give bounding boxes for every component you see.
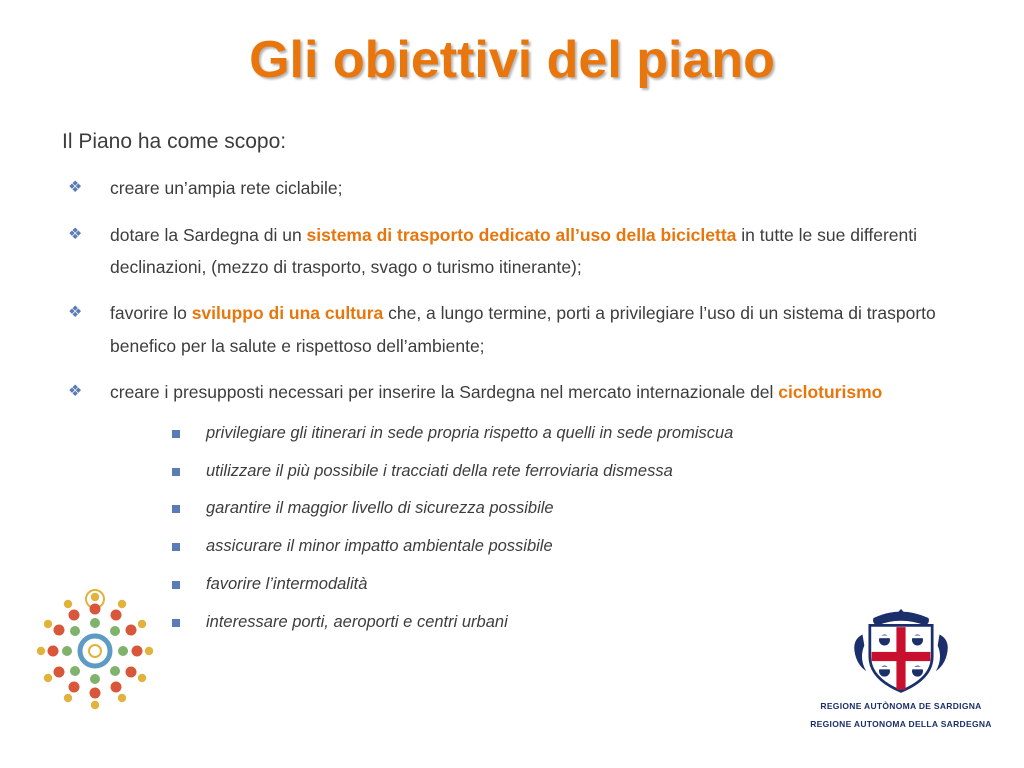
sub-bullet-item: [110, 453, 1002, 491]
slide-body: [62, 128, 1002, 656]
emblem-caption-sardinian: REGIONE AUTÒNOMA DE SARDIGNA: [820, 701, 982, 712]
bullet-item: [62, 219, 1002, 284]
sub-bullet-text: utilizzare il più possibile i tracciati della rete ferroviaria dismessa: [206, 461, 673, 480]
sub-bullet-item: [110, 490, 1002, 528]
bullet-highlight: sviluppo di una cultura: [191, 303, 384, 324]
square-bullet-icon: [172, 581, 180, 589]
square-bullet-icon: [172, 468, 180, 476]
bullet-text-part: creare un’ampia rete ciclabile;: [110, 178, 343, 199]
diamond-bullet-icon: ❖: [68, 225, 83, 243]
bullet-text-part: favorire lo: [110, 303, 192, 324]
square-bullet-icon: [172, 505, 180, 513]
sub-bullet-text: privilegiare gli itinerari in sede propria rispetto a quelli in sede promiscua: [206, 423, 734, 442]
bullet-highlight: sistema di trasporto dedicato all’uso della bicicletta: [306, 224, 737, 245]
bullet-item: [62, 297, 1002, 362]
square-bullet-icon: [172, 543, 180, 551]
rosette-decoration-icon: [30, 586, 160, 716]
diamond-bullet-icon: ❖: [68, 304, 83, 322]
emblem-shield-wrap: [806, 609, 996, 695]
sub-bullet-item: [110, 528, 1002, 566]
bullet-list: [62, 172, 1002, 642]
emblem-caption-italian: REGIONE AUTONOMA DELLA SARDEGNA: [810, 718, 992, 729]
diamond-bullet-icon: ❖: [68, 179, 83, 197]
bullet-text: [110, 178, 342, 198]
bullet-text: [110, 225, 917, 277]
sub-bullet-item: [110, 566, 1002, 604]
diamond-bullet-icon: ❖: [68, 383, 83, 401]
lead-text: Il Piano ha come scopo:: [62, 130, 287, 153]
bullet-text: [110, 382, 882, 402]
bullet-text-part: in tutte le sue differenti declinazioni, (mezzo di trasporto, svago o turismo itinerante);: [110, 224, 918, 278]
bullet-text-part: creare i presupposti necessari per inserire la Sardegna nel mercato internazionale del: [110, 382, 779, 403]
bullet-item: [62, 376, 1002, 642]
four-moors-shield-icon: [846, 607, 956, 695]
bullet-text-part: dotare la Sardegna di un: [110, 224, 307, 245]
bullet-highlight: cicloturismo: [778, 382, 883, 403]
bullet-text-part: che, a lungo termine, porti a privilegiare l’uso di un sistema di trasporto benefico per la salute e rispettoso dell’ambiente;: [110, 303, 936, 356]
square-bullet-icon: [172, 430, 180, 438]
page-title: Gli obiettivi del piano: [249, 31, 775, 89]
bullet-item: [62, 172, 1002, 204]
sub-bullet-text: garantire il maggior livello di sicurezza possibile: [206, 499, 554, 518]
regione-sardegna-emblem: [806, 609, 996, 730]
sub-bullet-item: [110, 415, 1002, 453]
sub-bullet-text: favorire l’intermodalità: [206, 575, 368, 594]
bullet-text: [110, 303, 936, 355]
sub-bullet-text: interessare porti, aeroporti e centri urbani: [206, 613, 508, 632]
sub-bullet-text: assicurare il minor impatto ambientale possibile: [206, 537, 553, 556]
square-bullet-icon: [172, 619, 180, 627]
